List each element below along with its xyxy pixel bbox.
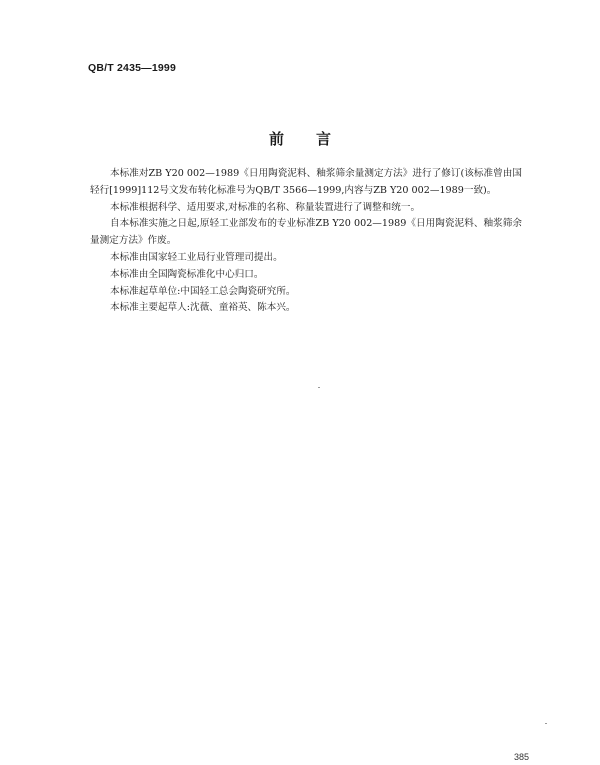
scan-speck xyxy=(545,723,547,724)
standard-code: QB/T 2435—1999 xyxy=(88,62,177,74)
paragraph-supersede: 自本标准实施之日起,原轻工业部发布的专业标准ZB Y20 002—1989《日用陶瓷泥料、釉浆筛余量测定方法》作废。 xyxy=(90,218,522,247)
foreword-body xyxy=(90,166,522,317)
paragraph-drafting-unit: 本标准起草单位:中国轻工总会陶瓷研究所。 xyxy=(110,285,296,297)
paragraph-revision: 本标准对ZB Y20 002—1989《日用陶瓷泥料、釉浆筛余量测定方法》进行了修订(该标准曾由国轻行[1999]112号文发布转化标准号为QB/T 3566—1999,内容与ZB Y20 002—1989一致)。 xyxy=(90,168,522,196)
heading-char-1: 前 xyxy=(268,130,284,148)
heading-char-2: 言 xyxy=(316,130,332,148)
scan-speck xyxy=(318,387,320,388)
section-heading xyxy=(0,128,600,149)
paragraph-administrator: 本标准由全国陶瓷标准化中心归口。 xyxy=(110,268,264,280)
page-number: 385 xyxy=(514,752,530,762)
paragraph-proposer: 本标准由国家轻工业局行业管理司提出。 xyxy=(110,251,283,263)
paragraph-drafters: 本标准主要起草人:沈薇、童裕英、陈本兴。 xyxy=(110,302,296,314)
paragraph-adjustment: 本标准根据科学、适用要求,对标准的名称、称量装置进行了调整和统一。 xyxy=(110,201,421,213)
